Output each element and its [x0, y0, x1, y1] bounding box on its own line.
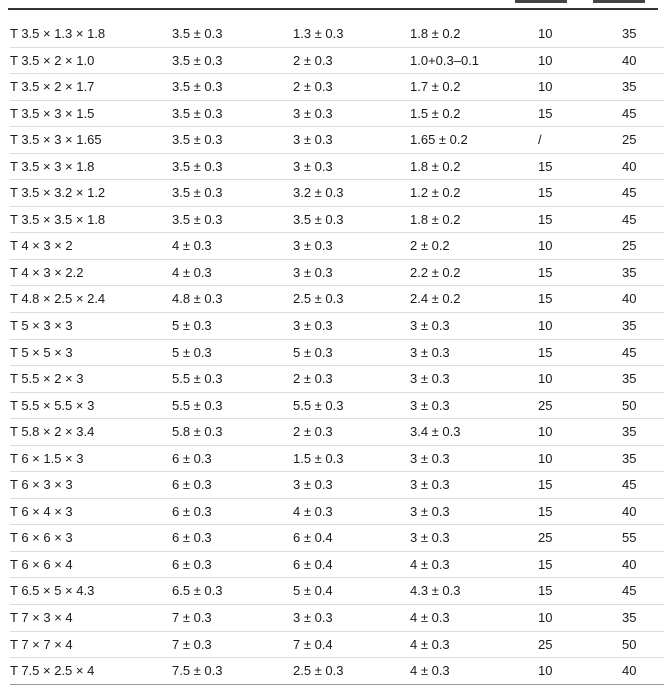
value-a-cell: 15: [520, 472, 616, 499]
height-cell: 2.2 ± 0.2: [410, 259, 520, 286]
table-row: [10, 366, 664, 393]
value-a-cell: 15: [520, 578, 616, 605]
value-a-cell: 15: [520, 100, 616, 127]
length-cell: 3.5 ± 0.3: [172, 74, 293, 101]
value-a-cell: /: [520, 127, 616, 154]
type-cell: T 3.5 × 3 × 1.65: [10, 127, 172, 154]
value-b-cell: 35: [616, 605, 664, 632]
width-cell: 3 ± 0.3: [293, 259, 410, 286]
height-cell: 1.8 ± 0.2: [410, 153, 520, 180]
value-a-cell: 25: [520, 525, 616, 552]
value-b-cell: 40: [616, 658, 664, 685]
width-cell: 3 ± 0.3: [293, 233, 410, 260]
height-cell: 1.2 ± 0.2: [410, 180, 520, 207]
length-cell: 6.5 ± 0.3: [172, 578, 293, 605]
type-cell: T 4 × 3 × 2.2: [10, 259, 172, 286]
width-cell: 4 ± 0.3: [293, 498, 410, 525]
value-a-cell: 15: [520, 498, 616, 525]
width-cell: 3.2 ± 0.3: [293, 180, 410, 207]
height-cell: 4 ± 0.3: [410, 605, 520, 632]
length-cell: 6 ± 0.3: [172, 445, 293, 472]
value-b-cell: 35: [616, 419, 664, 446]
type-cell: T 3.5 × 2 × 1.0: [10, 47, 172, 74]
table-row: [10, 498, 664, 525]
value-a-cell: 10: [520, 445, 616, 472]
width-cell: 3 ± 0.3: [293, 605, 410, 632]
specification-table: [10, 21, 664, 685]
height-cell: 3.4 ± 0.3: [410, 419, 520, 446]
height-cell: 2.4 ± 0.2: [410, 286, 520, 313]
type-cell: T 5.5 × 5.5 × 3: [10, 392, 172, 419]
table-row: [10, 445, 664, 472]
value-b-cell: 45: [616, 100, 664, 127]
value-a-cell: 15: [520, 339, 616, 366]
value-b-cell: 40: [616, 286, 664, 313]
type-cell: T 3.5 × 3 × 1.8: [10, 153, 172, 180]
type-cell: T 5 × 3 × 3: [10, 313, 172, 340]
value-b-cell: 35: [616, 74, 664, 101]
height-cell: 3 ± 0.3: [410, 366, 520, 393]
value-b-cell: 35: [616, 21, 664, 47]
value-a-cell: 25: [520, 392, 616, 419]
height-cell: 2 ± 0.2: [410, 233, 520, 260]
length-cell: 4 ± 0.3: [172, 259, 293, 286]
height-cell: 3 ± 0.3: [410, 525, 520, 552]
type-cell: T 6 × 6 × 3: [10, 525, 172, 552]
table-row: [10, 605, 664, 632]
value-a-cell: 10: [520, 47, 616, 74]
value-a-cell: 10: [520, 366, 616, 393]
length-cell: 3.5 ± 0.3: [172, 47, 293, 74]
type-cell: T 3.5 × 3.5 × 1.8: [10, 206, 172, 233]
height-cell: 4 ± 0.3: [410, 551, 520, 578]
table-row: [10, 233, 664, 260]
height-cell: 1.8 ± 0.2: [410, 21, 520, 47]
width-cell: 6 ± 0.4: [293, 525, 410, 552]
length-cell: 3.5 ± 0.3: [172, 100, 293, 127]
table-row: [10, 259, 664, 286]
width-cell: 2 ± 0.3: [293, 47, 410, 74]
table-row: [10, 47, 664, 74]
type-cell: T 4 × 3 × 2: [10, 233, 172, 260]
width-cell: 3 ± 0.3: [293, 153, 410, 180]
height-cell: 3 ± 0.3: [410, 498, 520, 525]
type-cell: T 5.8 × 2 × 3.4: [10, 419, 172, 446]
value-a-cell: 10: [520, 658, 616, 685]
type-cell: T 5.5 × 2 × 3: [10, 366, 172, 393]
table-row: [10, 180, 664, 207]
value-b-cell: 40: [616, 47, 664, 74]
height-cell: 1.65 ± 0.2: [410, 127, 520, 154]
table-row: [10, 658, 664, 685]
height-cell: 1.5 ± 0.2: [410, 100, 520, 127]
value-a-cell: 15: [520, 206, 616, 233]
width-cell: 3.5 ± 0.3: [293, 206, 410, 233]
width-cell: 3 ± 0.3: [293, 100, 410, 127]
value-b-cell: 35: [616, 445, 664, 472]
header-fragment-left: [515, 0, 567, 3]
table-row: [10, 419, 664, 446]
table-row: [10, 631, 664, 658]
length-cell: 3.5 ± 0.3: [172, 180, 293, 207]
length-cell: 4.8 ± 0.3: [172, 286, 293, 313]
table-top-rule: [8, 8, 658, 10]
value-b-cell: 25: [616, 127, 664, 154]
type-cell: T 3.5 × 2 × 1.7: [10, 74, 172, 101]
width-cell: 3 ± 0.3: [293, 313, 410, 340]
type-cell: T 3.5 × 3.2 × 1.2: [10, 180, 172, 207]
type-cell: T 6.5 × 5 × 4.3: [10, 578, 172, 605]
type-cell: T 7 × 3 × 4: [10, 605, 172, 632]
table-body: [10, 21, 664, 684]
height-cell: 4.3 ± 0.3: [410, 578, 520, 605]
value-b-cell: 40: [616, 153, 664, 180]
type-cell: T 6 × 1.5 × 3: [10, 445, 172, 472]
table-row: [10, 525, 664, 552]
table-row: [10, 286, 664, 313]
table-row: [10, 313, 664, 340]
value-b-cell: 40: [616, 498, 664, 525]
height-cell: 3 ± 0.3: [410, 445, 520, 472]
value-a-cell: 15: [520, 153, 616, 180]
type-cell: T 6 × 6 × 4: [10, 551, 172, 578]
value-a-cell: 10: [520, 605, 616, 632]
table-row: [10, 74, 664, 101]
length-cell: 3.5 ± 0.3: [172, 21, 293, 47]
value-b-cell: 45: [616, 206, 664, 233]
length-cell: 5.5 ± 0.3: [172, 366, 293, 393]
length-cell: 4 ± 0.3: [172, 233, 293, 260]
value-b-cell: 35: [616, 366, 664, 393]
height-cell: 1.7 ± 0.2: [410, 74, 520, 101]
type-cell: T 7.5 × 2.5 × 4: [10, 658, 172, 685]
value-a-cell: 15: [520, 286, 616, 313]
length-cell: 7 ± 0.3: [172, 605, 293, 632]
height-cell: 4 ± 0.3: [410, 658, 520, 685]
type-cell: T 3.5 × 3 × 1.5: [10, 100, 172, 127]
value-a-cell: 15: [520, 551, 616, 578]
header-fragment-right: [593, 0, 645, 3]
width-cell: 2 ± 0.3: [293, 366, 410, 393]
table-row: [10, 551, 664, 578]
width-cell: 5.5 ± 0.3: [293, 392, 410, 419]
value-a-cell: 10: [520, 21, 616, 47]
table-row: [10, 339, 664, 366]
length-cell: 3.5 ± 0.3: [172, 153, 293, 180]
width-cell: 6 ± 0.4: [293, 551, 410, 578]
length-cell: 5 ± 0.3: [172, 313, 293, 340]
length-cell: 6 ± 0.3: [172, 472, 293, 499]
length-cell: 5.8 ± 0.3: [172, 419, 293, 446]
width-cell: 5 ± 0.4: [293, 578, 410, 605]
value-b-cell: 45: [616, 180, 664, 207]
width-cell: 3 ± 0.3: [293, 472, 410, 499]
value-b-cell: 50: [616, 631, 664, 658]
width-cell: 3 ± 0.3: [293, 127, 410, 154]
table-row: [10, 578, 664, 605]
value-a-cell: 10: [520, 419, 616, 446]
type-cell: T 7 × 7 × 4: [10, 631, 172, 658]
value-a-cell: 10: [520, 313, 616, 340]
width-cell: 7 ± 0.4: [293, 631, 410, 658]
table-row: [10, 153, 664, 180]
value-b-cell: 25: [616, 233, 664, 260]
width-cell: 1.5 ± 0.3: [293, 445, 410, 472]
type-cell: T 5 × 5 × 3: [10, 339, 172, 366]
value-a-cell: 25: [520, 631, 616, 658]
width-cell: 1.3 ± 0.3: [293, 21, 410, 47]
width-cell: 2.5 ± 0.3: [293, 658, 410, 685]
height-cell: 3 ± 0.3: [410, 339, 520, 366]
length-cell: 3.5 ± 0.3: [172, 127, 293, 154]
type-cell: T 3.5 × 1.3 × 1.8: [10, 21, 172, 47]
value-b-cell: 45: [616, 339, 664, 366]
height-cell: 1.0+0.3–0.1: [410, 47, 520, 74]
width-cell: 5 ± 0.3: [293, 339, 410, 366]
value-b-cell: 35: [616, 313, 664, 340]
table-row: [10, 127, 664, 154]
table-row: [10, 392, 664, 419]
width-cell: 2.5 ± 0.3: [293, 286, 410, 313]
length-cell: 5 ± 0.3: [172, 339, 293, 366]
value-b-cell: 55: [616, 525, 664, 552]
length-cell: 5.5 ± 0.3: [172, 392, 293, 419]
length-cell: 7 ± 0.3: [172, 631, 293, 658]
length-cell: 6 ± 0.3: [172, 525, 293, 552]
value-a-cell: 10: [520, 233, 616, 260]
value-b-cell: 40: [616, 551, 664, 578]
value-b-cell: 45: [616, 472, 664, 499]
value-b-cell: 35: [616, 259, 664, 286]
length-cell: 6 ± 0.3: [172, 498, 293, 525]
table-row: [10, 472, 664, 499]
width-cell: 2 ± 0.3: [293, 419, 410, 446]
table-row: [10, 100, 664, 127]
value-b-cell: 50: [616, 392, 664, 419]
length-cell: 7.5 ± 0.3: [172, 658, 293, 685]
value-a-cell: 15: [520, 259, 616, 286]
value-a-cell: 15: [520, 180, 616, 207]
height-cell: 3 ± 0.3: [410, 313, 520, 340]
width-cell: 2 ± 0.3: [293, 74, 410, 101]
length-cell: 3.5 ± 0.3: [172, 206, 293, 233]
height-cell: 1.8 ± 0.2: [410, 206, 520, 233]
height-cell: 3 ± 0.3: [410, 392, 520, 419]
height-cell: 4 ± 0.3: [410, 631, 520, 658]
type-cell: T 6 × 3 × 3: [10, 472, 172, 499]
length-cell: 6 ± 0.3: [172, 551, 293, 578]
type-cell: T 6 × 4 × 3: [10, 498, 172, 525]
type-cell: T 4.8 × 2.5 × 2.4: [10, 286, 172, 313]
value-b-cell: 45: [616, 578, 664, 605]
value-a-cell: 10: [520, 74, 616, 101]
table-row: [10, 206, 664, 233]
height-cell: 3 ± 0.3: [410, 472, 520, 499]
table-row: [10, 21, 664, 47]
